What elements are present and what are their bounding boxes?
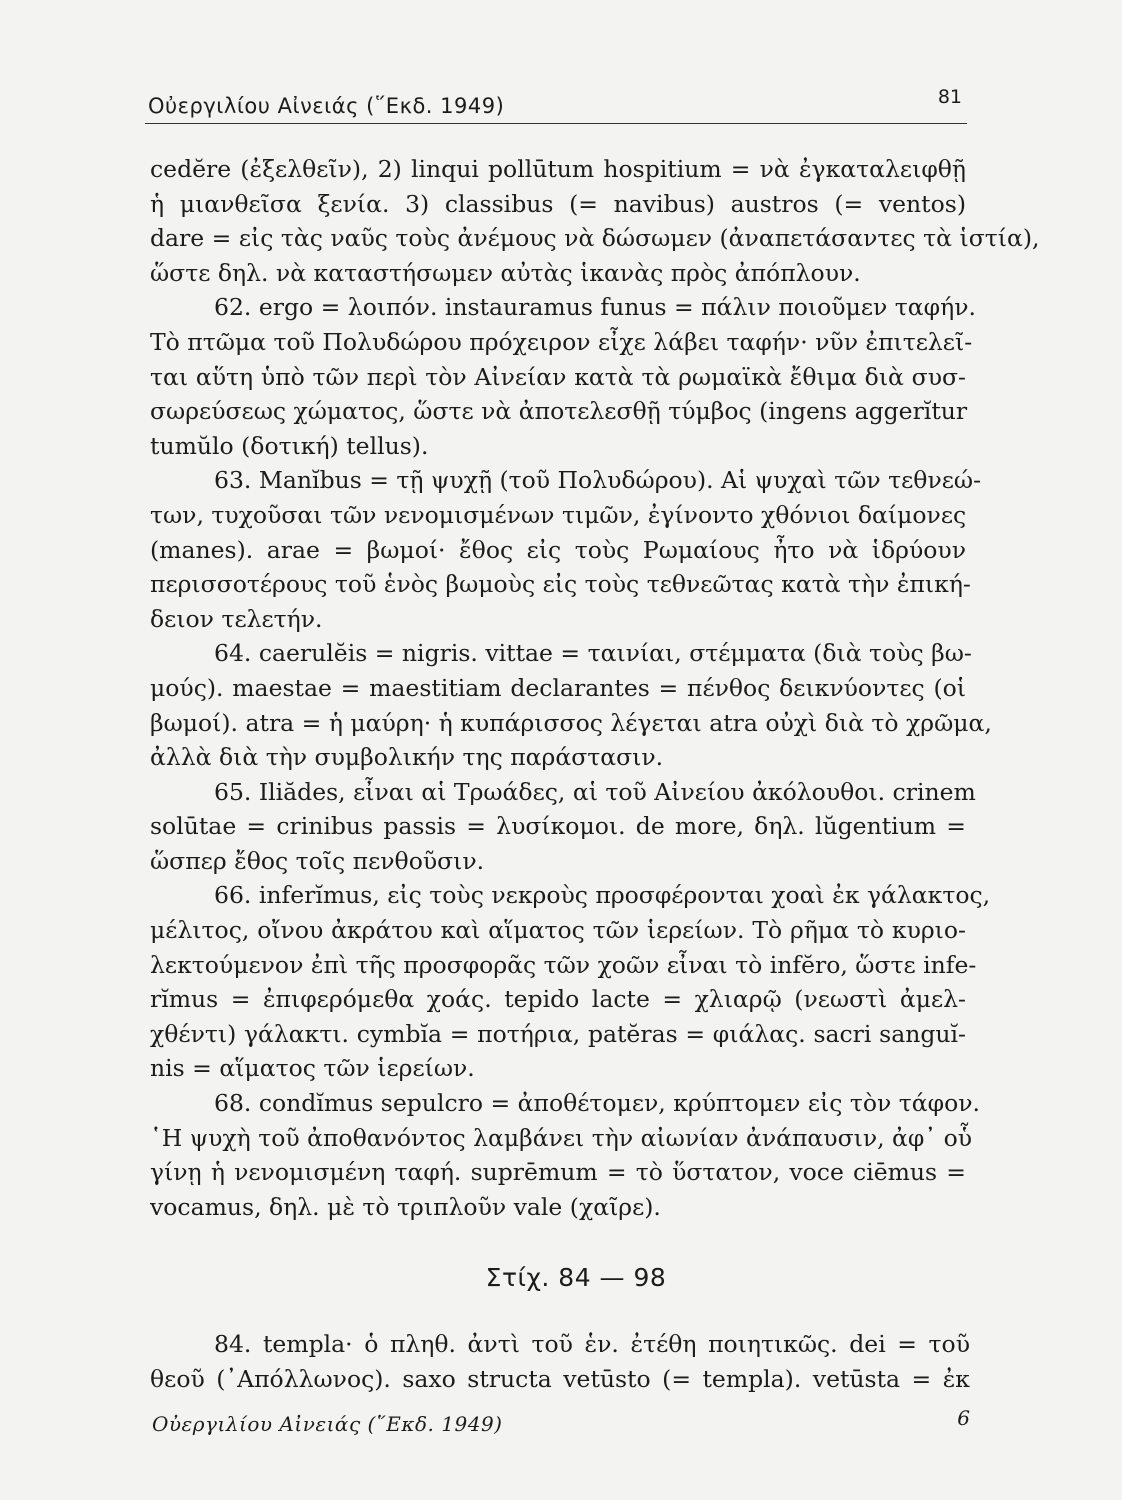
text-line: μέλιτος, οἴνου ἀκράτου καὶ αἵματος τῶν ἱερείων. Τὸ ρῆμα τὸ κυριο- <box>150 916 966 945</box>
text-line: θεοῦ (᾿Απόλλωνος). saxo structa vetūsto (= templa). vetūsta = ἐκ <box>150 1364 970 1393</box>
text-line: solūtae = crinibus passis = λυσίκομοι. de more, δηλ. lŭgentium = <box>150 812 966 841</box>
text-line: 84. templa· ὁ πληθ. ἀντὶ τοῦ ἑν. ἐτέθη ποιητικῶς. dei = τοῦ <box>214 1330 970 1358</box>
text-line: 65. Iliădes, εἶναι αἱ Τρωάδες, αἱ τοῦ Αἰνείου ἀκόλουθοι. crinem <box>214 777 976 806</box>
text-line: 66. inferĭmus, εἰς τοὺς νεκροὺς προσφέρονται χοαὶ ἐκ γάλακτος, <box>214 881 991 910</box>
page-number: 81 <box>937 86 962 108</box>
text-line: (manes). arae = βωμοί· ἔθος εἰς τοὺς Ρωμαίους ἦτο νὰ ἱδρύουν <box>150 535 966 564</box>
text-line: dare = εἰς τὰς ναῦς τοὺς ἀνέμους νὰ δώσωμεν (ἀναπετάσαντες τὰ ἱστία), <box>150 224 1040 253</box>
text-line: tumŭlo (δοτική) tellus). <box>150 431 429 460</box>
text-line: 63. Manĭbus = τῇ ψυχῇ (τοῦ Πολυδώρου). Αἱ ψυχαὶ τῶν τεθνεώ- <box>214 466 982 495</box>
text-line: rĭmus = ἐπιφερόμεθα χοάς. tepido lacte = χλιαρῷ (νεωστὶ ἀμελ- <box>150 985 966 1014</box>
text-line: των, τυχοῦσαι τῶν νενομισμένων τιμῶν, ἐγίνοντο χθόνιοι δαίμονες <box>150 500 967 529</box>
commentary-block <box>150 152 1040 1224</box>
text-line: χθέντι) γάλακτι. cymbĭa = ποτήρια, patĕras = φιάλας. sacri sanguĭ- <box>150 1019 966 1048</box>
text-line: μούς). maestae = maestitiam declarantes = πένθος δεικνύοντες (οἱ <box>150 673 966 702</box>
text-line: λεκτούμενον ἐπὶ τῆς προσφορᾶς τῶν χοῶν εἶναι τὸ infĕro, ὥστε infe- <box>150 950 977 979</box>
footer-title: Οὐεργιλίου Αἰνειάς (῞Εκδ. 1949) <box>152 1412 503 1436</box>
text-line: ὥσπερ ἔθος τοῖς πενθοῦσιν. <box>150 846 485 875</box>
text-line: cedĕre (ἐξελθεῖν), 2) linqui pollūtum hospitium = νὰ ἐγκαταλειφθῇ <box>150 155 966 183</box>
text-line: Τὸ πτῶμα τοῦ Πολυδώρου πρόχειρον εἶχε λάβει ταφήν· νῦν ἐπιτελεῖ- <box>150 327 973 356</box>
text-line: 62. ergo = λοιπόν. instauramus funus = πάλιν ποιοῦμεν ταφήν. <box>214 293 976 322</box>
text-line: nis = αἵματος τῶν ἱερείων. <box>150 1054 475 1083</box>
text-line: vocamus, δηλ. μὲ τὸ τριπλοῦν vale (χαῖρε). <box>150 1192 661 1221</box>
header-rule <box>145 123 967 124</box>
text-line: ῾Η ψυχὴ τοῦ ἀποθανόντος λαμβάνει τὴν αἰωνίαν ἀνάπαυσιν, ἀφ᾿ οὗ <box>150 1123 973 1152</box>
signature-mark: 6 <box>957 1406 970 1430</box>
text-line: ἀλλὰ διὰ τὴν συμβολικήν της παράστασιν. <box>150 743 664 772</box>
text-line: δειον τελετήν. <box>150 604 323 633</box>
text-line: σωρεύσεως χώματος, ὥστε νὰ ἀποτελεσθῇ τύμβος (ingens aggerĭtur <box>150 397 968 426</box>
text-line: ἡ μιανθεῖσα ξενία. 3) classibus (= navibus) austros (= ventos) <box>150 189 966 218</box>
text-line: περισσοτέρους τοῦ ἑνὸς βωμοὺς εἰς τοὺς τεθνεῶτας κατὰ τὴν ἐπική- <box>150 570 971 599</box>
page-footer <box>152 1406 970 1442</box>
running-title: Οὐεργιλίου Αἰνειάς (῞Εκδ. 1949) <box>148 94 505 118</box>
text-line: 64. caerulĕis = nigris. vittae = ταινίαι, στέμματα (διὰ τοὺς βω- <box>214 639 972 668</box>
text-line: βωμοί). atra = ἡ μαύρη· ἡ κυπάρισσος λέγεται atra οὐχὶ διὰ τὸ χρῶμα, <box>150 708 992 737</box>
text-line: ὥστε δηλ. νὰ καταστήσωμεν αὐτὰς ἱκανὰς πρὸς ἀπόπλουν. <box>150 258 861 287</box>
running-header <box>148 86 966 126</box>
commentary-block-continued <box>150 1327 970 1396</box>
text-line: ται αὕτη ὑπὸ τῶν περὶ τὸν Αἰνείαν κατὰ τὰ ρωμαϊκὰ ἔθιμα διὰ συσ- <box>150 362 966 391</box>
text-line: γίνῃ ἡ νενομισμένη ταφή. suprēmum = τὸ ὕστατον, voce ciēmus = <box>150 1158 966 1187</box>
text-line: 68. condĭmus sepulcro = ἀποθέτομεν, κρύπτομεν εἰς τὸν τάφον. <box>214 1089 980 1118</box>
section-heading: Στίχ. 84 — 98 <box>485 1263 667 1292</box>
